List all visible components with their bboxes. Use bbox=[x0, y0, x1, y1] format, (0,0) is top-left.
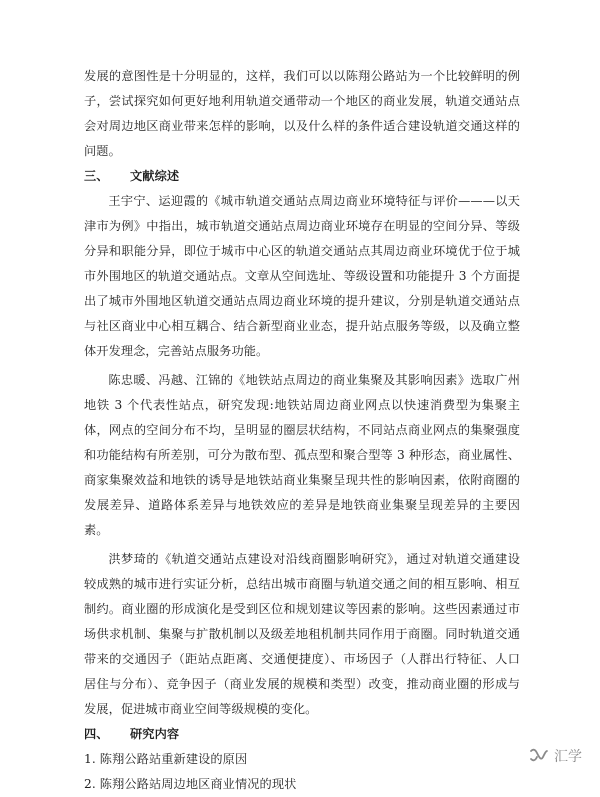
section-heading-research-content bbox=[84, 722, 520, 747]
lit-review-paragraph-2: 陈忠暖、冯越、江锦的《地铁站点周边的商业集聚及其影响因素》选取广州地铁 3 个代表性站点，研究发现:地铁站周边商业网点以快速消费型为集聚主体，网点的空间分布不均，呈明显的圈层状结构，不同站点商业网点的集聚强度和功能结构有所差别，可分为散布型、孤点型和聚合型等 3 种形态，商业属性、商家集聚效益和地铁的诱导是地铁站商业集聚呈现共性的影响因素，依附商圈的发展差异、道路体系差异与地铁效应的差异是地铁商业集聚呈现差异的主要因素。 bbox=[84, 373, 520, 537]
lit-review-paragraph-3: 洪梦琦的《轨道交通站点建设对沿线商圈影响研究》，通过对轨道交通建设较成熟的城市进行实证分析，总结出城市商圈与轨道交通之间的相互影响、相互制约。商业圈的形成演化是受到区位和规划建议等因素的影响。这些因素通过市场供求机制、集聚与扩散机制以及级差地租机制共同作用于商圈。同时轨道交通带来的交通因子（距站点距离、交通便捷度）、市场因子（人群出行特征、人口居住与分布）、竞争因子（商业发展的规模和类型）改变，推动商业圈的形成与发展，促进城市商业空间等级规模的变化。 bbox=[84, 552, 520, 716]
lit-review-paragraph-1: 王宇宁、运迎霞的《城市轨道交通站点周边商业环境特征与评价———以天津市为例》中指出，城市轨道交通站点周边商业环境存在明显的空间分异、等级分异和职能分异，即位于城市中心区的轨道交通站点其周边商业环境优于位于城市外围地区的轨道交通站点。文章从空间选址、等级设置和功能提升 3 个方面提出了城市外围地区轨道交通站点周边商业环境的提升建议，分别是轨道交通站点与社区商业中心相互耦合、结合新型商业业态，提升站点服务等级，以及确立整体开发理念，完善站点服务功能。 bbox=[84, 194, 520, 358]
watermark-text: 汇学 bbox=[554, 749, 582, 765]
section-title: 研究内容 bbox=[130, 727, 180, 741]
watermark bbox=[529, 746, 582, 766]
research-item-2: 2. 陈翔公路站周边地区商业情况的现状 bbox=[84, 777, 297, 791]
research-item-1: 1. 陈翔公路站重新建设的原因 bbox=[84, 752, 248, 766]
wechat-channel-icon bbox=[529, 747, 549, 765]
section-heading-literature-review bbox=[84, 164, 520, 189]
document-body bbox=[84, 64, 520, 797]
section-title: 文献综述 bbox=[130, 169, 180, 183]
section-number: 四、 bbox=[84, 727, 109, 741]
intro-paragraph: 发展的意图性是十分明显的，这样，我们可以以陈翔公路站为一个比较鲜明的例子，尝试探究如何更好地利用轨道交通带动一个地区的商业发展，轨道交通站点会对周边地区商业带来怎样的影响，以及什么样的条件适合建设轨道交通这样的问题。 bbox=[84, 69, 520, 158]
section-number: 三、 bbox=[84, 169, 109, 183]
